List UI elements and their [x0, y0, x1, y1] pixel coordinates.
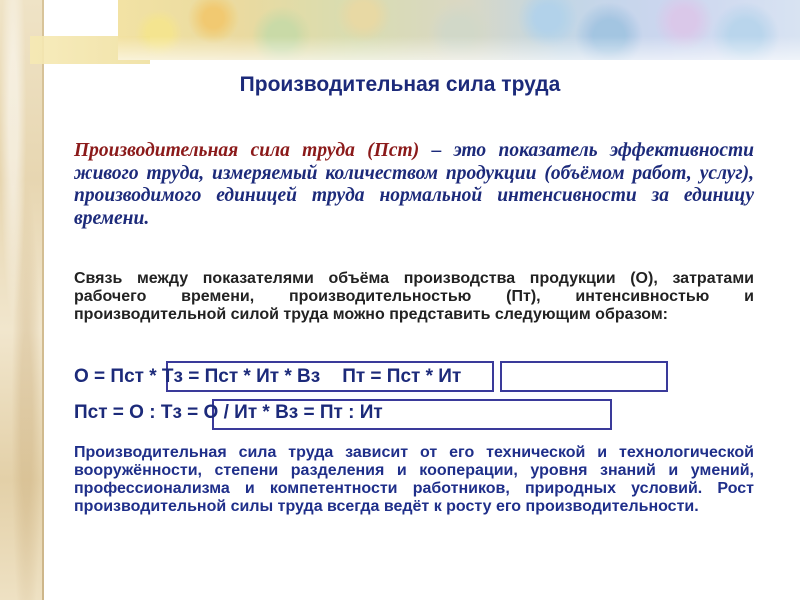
- definition-paragraph: [74, 140, 754, 230]
- relation-paragraph: Связь между показателями объёма производства продукции (О), затратами рабочего времени, производительностью (Пт), интенсивностью и производительной силой труда можно представить следующим образом:: [74, 270, 754, 323]
- formula-line-2: Пст = О : Тз = О / Ит * Вз = Пт : Ит: [74, 402, 383, 423]
- slide-title: Производительная сила труда: [239, 73, 561, 96]
- conclusion-paragraph: Производительная сила труда зависит от его технической и технологической вооружённости, степени разделения и кооперации, уровня знаний и умений, профессионализма и компетентности работников, природных условий. Рост производительной силы труда всегда ведёт к росту его производительности.: [74, 444, 754, 515]
- formula-volume: О = Пст * Тз = Пст * Ит * Вз: [74, 366, 321, 387]
- definition-text: – это показатель эффективности живого труда, измеряемый количеством продукции (объёмом работ, услуг), производимого единицей труда нормальной интенсивности за единицу времени.: [74, 140, 754, 229]
- formula-productivity: Пт = Пст * Ит: [342, 366, 462, 387]
- definition-term: Производительная сила труда (Пст): [74, 140, 420, 161]
- formula-line-1: [74, 366, 461, 388]
- banner-fade: [118, 0, 800, 60]
- formula-box-2: [500, 361, 668, 392]
